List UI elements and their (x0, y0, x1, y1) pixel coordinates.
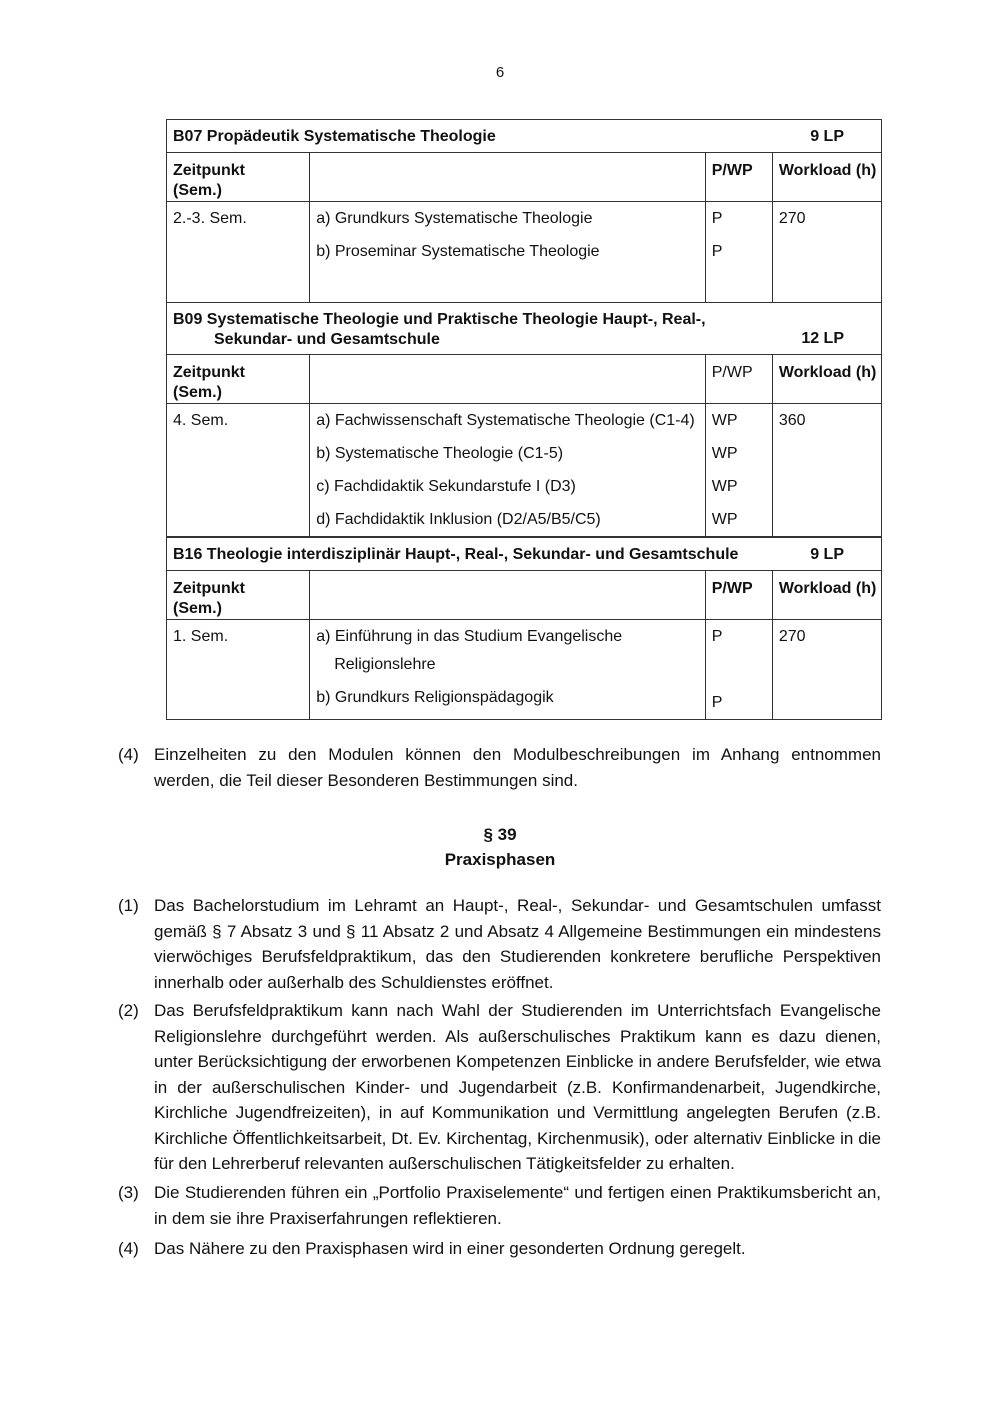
course-pwp: P (711, 243, 723, 260)
header-pwp: P/WP (711, 364, 753, 381)
module-title-cell (167, 120, 882, 153)
paragraph-number: (3) (118, 1183, 139, 1202)
course-item-continued: Religionslehre (334, 656, 436, 673)
paragraph (118, 1236, 881, 1262)
module-credits: 9 LP (810, 128, 844, 145)
paragraph-text: Das Nähere zu den Praxisphasen wird in einer gesonderten Ordnung geregelt. (154, 1239, 746, 1258)
paragraph-number: (4) (118, 745, 139, 764)
header-time: Zeitpunkt (173, 162, 245, 179)
course-pwp: WP (711, 478, 738, 495)
course-item: c) Fachdidaktik Sekundarstufe I (D3) (316, 478, 576, 495)
module-table-b07 (166, 119, 882, 303)
section-number: § 39 (483, 825, 517, 844)
module-title: B07 Propädeutik Systematische Theologie (173, 128, 496, 145)
paragraph (118, 998, 881, 1177)
course-item: a) Grundkurs Systematische Theologie (316, 210, 593, 227)
course-item: a) Fachwissenschaft Systematische Theologie (C1-4) (316, 412, 695, 429)
header-pwp: P/WP (711, 580, 753, 597)
course-item: d) Fachdidaktik Inklusion (D2/A5/B5/C5) (316, 511, 601, 528)
course-item: b) Systematische Theologie (C1-5) (316, 445, 564, 462)
paragraph-number: (4) (118, 1239, 139, 1258)
semester-value: 1. Sem. (173, 628, 229, 645)
header-pwp: P/WP (711, 162, 753, 179)
course-pwp: P (711, 628, 723, 645)
course-pwp: P (711, 210, 723, 227)
section-title: Praxisphasen (444, 850, 556, 869)
course-pwp: P (711, 694, 723, 711)
course-pwp: WP (711, 445, 738, 462)
header-workload: Workload (h) (778, 162, 877, 179)
workload-value: 270 (778, 628, 806, 645)
module-credits: 9 LP (810, 546, 844, 563)
header-time-sub: (Sem.) (173, 182, 222, 199)
course-pwp: WP (711, 511, 738, 528)
paragraph-number: (1) (118, 896, 139, 915)
header-time: Zeitpunkt (173, 364, 245, 381)
module-table-b09 (166, 302, 882, 537)
page-number: 6 (495, 64, 505, 81)
module-title: B16 Theologie interdisziplinär Haupt-, Real-, Sekundar- und Gesamtschule (173, 546, 739, 563)
header-time: Zeitpunkt (173, 580, 245, 597)
course-item: a) Einführung in das Studium Evangelische (316, 628, 623, 645)
header-time-sub: (Sem.) (173, 384, 222, 401)
module-credits: 12 LP (801, 330, 844, 347)
paragraph (118, 1180, 881, 1231)
paragraph-number: (2) (118, 1001, 139, 1020)
semester-value: 2.-3. Sem. (173, 210, 247, 227)
semester-value: 4. Sem. (173, 412, 229, 429)
header-time-sub: (Sem.) (173, 600, 222, 617)
module-title: B09 Systematische Theologie und Praktische Theologie Haupt-, Real-, Sekundar- und Gesamtschule (173, 311, 706, 348)
course-item: b) Proseminar Systematische Theologie (316, 243, 600, 260)
header-workload: Workload (h) (778, 364, 877, 381)
course-pwp: WP (711, 412, 738, 429)
workload-value: 360 (778, 412, 806, 429)
paragraph (118, 893, 881, 995)
module-title-cell (167, 538, 882, 571)
workload-value: 270 (778, 210, 806, 227)
paragraph-text: Die Studierenden führen ein „Portfolio Praxiselemente“ und fertigen einen Praktikumsbericht an, in dem sie ihre Praxiserfahrungen reflektieren. (154, 1183, 881, 1228)
module-title-cell (167, 303, 882, 355)
paragraph-text: Das Bachelorstudium im Lehramt an Haupt-, Real-, Sekundar- und Gesamtschulen umfasst gemäß § 7 Absatz 3 und § 11 Absatz 2 und Absatz 4 Allgemeine Bestimmungen ein mindestens vierwöchiges Berufsfeldpraktikum, das den Studierenden konkretere berufliche Perspektiven innerhalb oder außerhalb des Schuldienstes eröffnet. (154, 896, 881, 992)
course-item: b) Grundkurs Religionspädagogik (316, 689, 554, 706)
module-table-b16 (166, 537, 882, 720)
paragraph-text: Das Berufsfeldpraktikum kann nach Wahl der Studierenden im Unterrichtsfach Evangelische Religionslehre durchgeführt werden. Als außerschulisches Praktikum kann es dazu dienen, unter Berücksichtigung der erworbenen Kompetenzen Einblicke in andere Berufsfelder, wie etwa in der außerschulischen Kinder- und Jugendarbeit (z.B. Konfirmandenarbeit, Jugendkirche, Kirchliche Jugendfreizeiten), in auf Kommunikation und Vermittlung angelegten Berufen (z.B. Kirchliche Öffentlichkeitsarbeit, Dt. Ev. Kirchentag, Kirchenmusik), oder alternativ Einblicke in die für den Lehrerberuf relevanten außerschulischen Tätigkeitsfelder zu erhalten. (154, 1001, 881, 1173)
header-workload: Workload (h) (778, 580, 877, 597)
paragraph-module-details (118, 742, 881, 793)
paragraph-text: Einzelheiten zu den Modulen können den Modulbeschreibungen im Anhang entnommen werden, die Teil dieser Besonderen Bestimmungen sind. (154, 745, 881, 790)
